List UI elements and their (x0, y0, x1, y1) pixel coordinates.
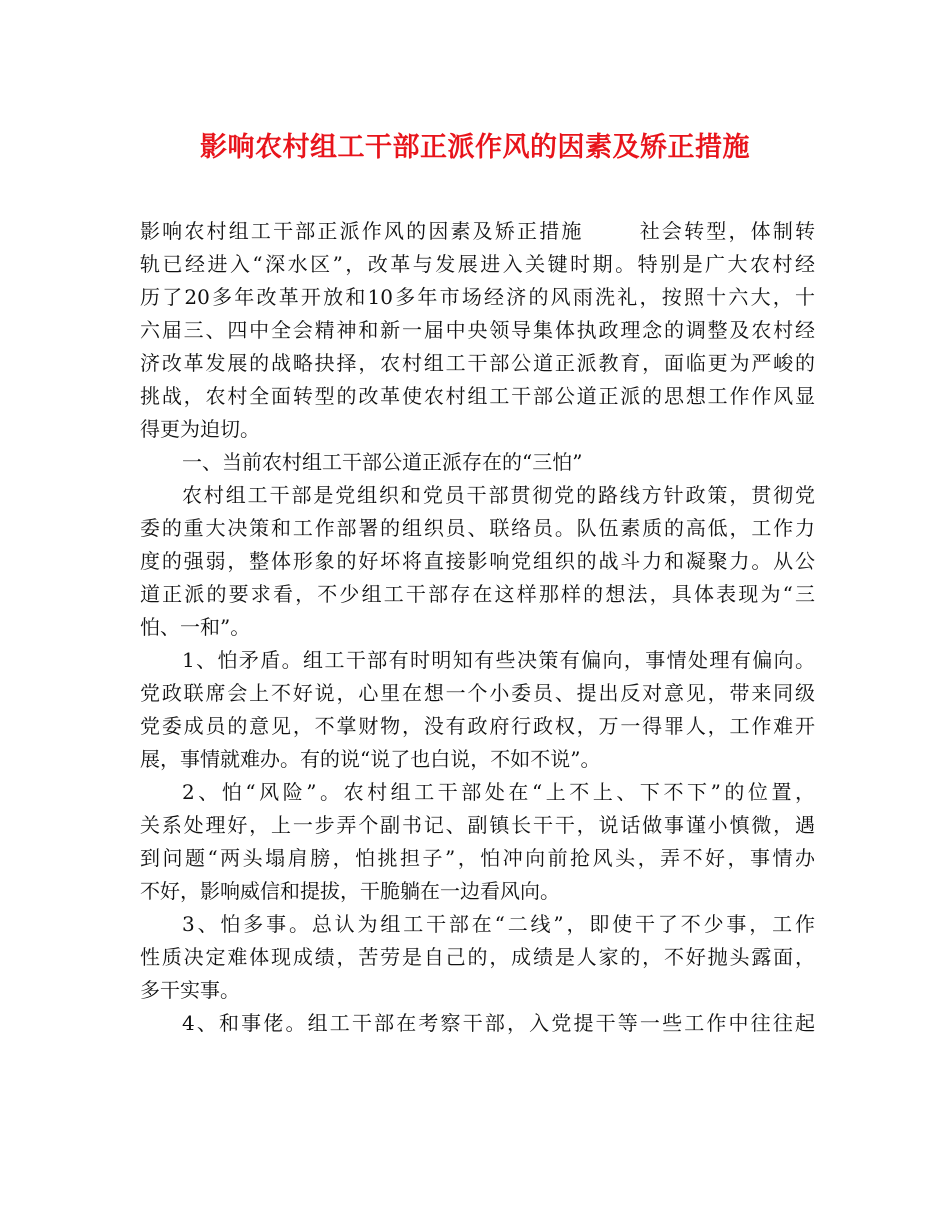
text-line: 党政联席会上不好说，心里在想一个小委员、提出反对意见，带来同级 (140, 681, 815, 705)
intro-heading: 影响农村组工干部正派作风的因素及矫正措施 (140, 219, 584, 243)
text-line: 道正派的要求看，不少组工干部存在这样那样的想法，具体表现为“三 (140, 582, 815, 606)
text-line: 度的强弱，整体形象的好坏将直接影响党组织的战斗力和凝聚力。从公 (140, 549, 815, 573)
text-line: 委的重大决策和工作部署的组织员、联络员。队伍素质的高低，工作力 (140, 516, 815, 540)
document-body (140, 215, 815, 1040)
text-line: 4、和事佬。组工干部在考察干部，入党提干等一些工作中往往起 (182, 1011, 815, 1035)
text-line: 历了20多年改革开放和10多年市场经济的风雨洗礼，按照十六大，十 (140, 285, 815, 309)
text-line: 挑战，农村全面转型的改革使农村组工干部公道正派的思想工作作风显 (140, 384, 815, 408)
text-line: 到问题“两头塌肩膀，怕挑担子”，怕冲向前抢风头，弄不好，事情办 (140, 846, 815, 870)
text-line: 2、怕“风险”。农村组工干部处在“上不上、下不下”的位置， (182, 780, 815, 804)
text-line: 不好，影响威信和提拔，干脆躺在一边看风向。 (140, 879, 560, 903)
text-line: 1、怕矛盾。组工干部有时明知有些决策有偏向，事情处理有偏向。 (182, 648, 815, 672)
text-line: 3、怕多事。总认为组工干部在“二线”，即使干了不少事，工作 (182, 912, 815, 936)
section-heading: 一、当前农村组工干部公道正派存在的“三怕” (182, 450, 583, 474)
text-line: 得更为迫切。 (140, 417, 260, 441)
text-line: 农村组工干部是党组织和党员干部贯彻党的路线方针政策，贯彻党 (182, 483, 815, 507)
text-line: 怕、一和”。 (140, 615, 251, 639)
text-line: 关系处理好，上一步弄个副书记、副镇长干干，说话做事谨小慎微，遇 (140, 813, 815, 837)
text-line: 党委成员的意见，不掌财物，没有政府行政权，万一得罪人，工作难开 (140, 714, 815, 738)
text-line: 轨已经进入“深水区”，改革与发展进入关键时期。特别是广大农村经 (140, 252, 815, 276)
text-line (140, 215, 815, 248)
intro-start: 社会转型，体制转 (637, 219, 816, 243)
text-line: 济改革发展的战略抉择，农村组工干部公道正派教育，面临更为严峻的 (140, 351, 815, 375)
text-line: 六届三、四中全会精神和新一届中央领导集体执政理念的调整及农村经 (140, 318, 815, 342)
text-line: 多干实事。 (140, 978, 240, 1002)
text-line: 展，事情就难办。有的说“说了也白说，不如不说”。 (140, 747, 601, 771)
document-title: 影响农村组工干部正派作风的因素及矫正措施 (200, 132, 750, 163)
text-line: 性质决定难体现成绩，苦劳是自己的，成绩是人家的，不好抛头露面， (140, 945, 815, 969)
